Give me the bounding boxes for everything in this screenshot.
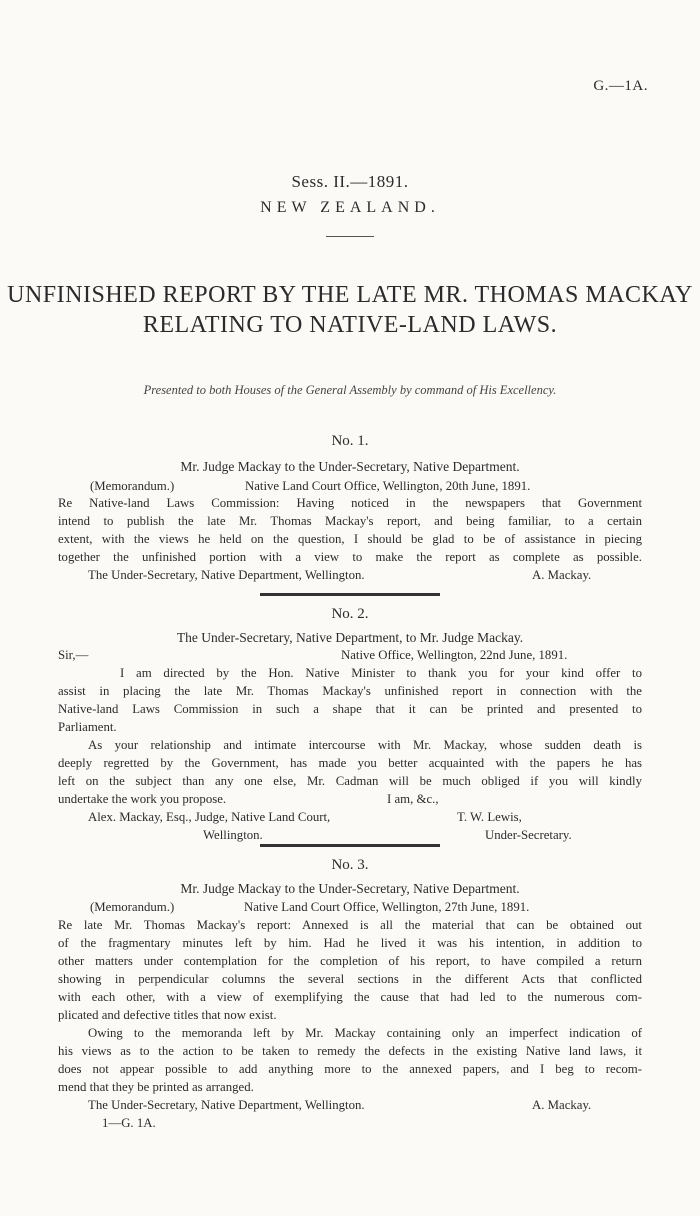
doc3-body-line: his views as to the action to be taken to remedy the defects in the existing Native land laws, it (58, 1044, 642, 1058)
report-title-line-1: UNFINISHED REPORT BY THE LATE MR. THOMAS MACKAY (7, 282, 693, 308)
doc2-heading: The Under-Secretary, Native Department, to Mr. Judge Mackay. (176, 630, 524, 645)
doc3-addressee: The Under-Secretary, Native Department, Wellington. (88, 1098, 365, 1112)
doc1-addressee: The Under-Secretary, Native Department, Wellington. (88, 568, 365, 582)
doc3-number: No. 3. (331, 857, 369, 873)
doc3-body-line: does not appear possible to add anything more to the annexed papers, and I beg to recom- (58, 1062, 642, 1076)
doc1-dateline: Native Land Court Office, Wellington, 20th June, 1891. (245, 479, 531, 493)
doc1-number: No. 1. (331, 433, 369, 449)
doc2-dateline: Native Office, Wellington, 22nd June, 1891. (341, 648, 568, 662)
doc3-body-line: other matters under contemplation for the completion of his report, to have compiled a return (58, 954, 642, 968)
doc2-number: No. 2. (331, 606, 369, 622)
doc2-closing: I am, &c., (387, 792, 439, 806)
doc2-addressee-line-1: Alex. Mackay, Esq., Judge, Native Land Court, (88, 810, 331, 824)
doc2-signature: T. W. Lewis, (457, 810, 522, 824)
short-rule (326, 236, 374, 237)
doc2-salutation: Sir,— (58, 648, 89, 662)
section-divider (260, 844, 440, 847)
doc3-memo: (Memorandum.) (90, 900, 175, 914)
doc3-body-line: mend that they be printed as arranged. (58, 1080, 254, 1094)
doc3-signature: A. Mackay. (532, 1098, 592, 1112)
doc2-body-line: Native-land Laws Commission in such a shape that it can be printed and presented to (58, 702, 642, 716)
doc2-body-line: left on the subject than any one else, Mr. Cadman will be much obliged if you will kindly (58, 774, 642, 788)
paper-reference: G.—1A. (593, 78, 648, 94)
doc1-body-line: together the unfinished portion with a view to make the report as complete as possible. (58, 550, 642, 564)
doc2-body-line: As your relationship and intimate intercourse with Mr. Mackay, whose sudden death is (88, 738, 642, 752)
doc2-body-line: assist in placing the late Mr. Thomas Mackay's unfinished report in connection with the (58, 684, 642, 698)
section-divider (260, 593, 440, 596)
doc3-dateline: Native Land Court Office, Wellington, 27th June, 1891. (244, 900, 530, 914)
country-line: NEW ZEALAND. (260, 199, 440, 216)
doc2-addressee-line-2: Wellington. (203, 828, 263, 842)
doc2-body-line: deeply regretted by the Government, has made you better acquainted with the papers he has (58, 756, 642, 770)
doc3-heading: Mr. Judge Mackay to the Under-Secretary, Native Department. (180, 881, 520, 896)
doc3-body-line: with each other, with a view of exemplifying the cause that had led to the numerous com- (58, 990, 642, 1004)
doc2-body-line: undertake the work you propose. (58, 792, 227, 806)
doc3-body-line: plicated and defective titles that now exist. (58, 1008, 277, 1022)
doc1-body-line: intend to publish the late Mr. Thomas Mackay's report, and being familiar, to a certain (58, 514, 642, 528)
doc3-body-line: Re late Mr. Thomas Mackay's report: Annexed is all the material that can be obtained out (58, 918, 642, 932)
doc3-body-line: showing in perpendicular columns the several sections in the different Acts that conflicted (58, 972, 642, 986)
doc2-signature-title: Under-Secretary. (485, 828, 572, 842)
session-line: Sess. II.—1891. (291, 172, 409, 191)
doc1-memo: (Memorandum.) (90, 479, 175, 493)
doc2-body-line: Parliament. (58, 720, 117, 734)
doc1-body-line: extent, with the views he held on the question, I should be glad to be of assistance in piecing (58, 532, 642, 546)
doc3-body-line: of the fragmentary minutes left by him. Had he lived it was his intention, in addition to (58, 936, 642, 950)
presented-line: Presented to both Houses of the General Assembly by command of His Excellency. (143, 383, 557, 397)
doc3-body-line: Owing to the memoranda left by Mr. Mackay containing only an imperfect indication of (88, 1026, 642, 1040)
doc1-body-line: Re Native-land Laws Commission: Having noticed in the newspapers that Government (58, 496, 642, 510)
doc2-body-line: I am directed by the Hon. Native Minister to thank you for your kind offer to (120, 666, 642, 680)
doc1-heading: Mr. Judge Mackay to the Under-Secretary, Native Department. (180, 459, 520, 474)
sheet-signature: 1—G. 1A. (102, 1116, 156, 1130)
doc1-signature: A. Mackay. (532, 568, 592, 582)
report-title-line-2: RELATING TO NATIVE-LAND LAWS. (142, 312, 558, 338)
